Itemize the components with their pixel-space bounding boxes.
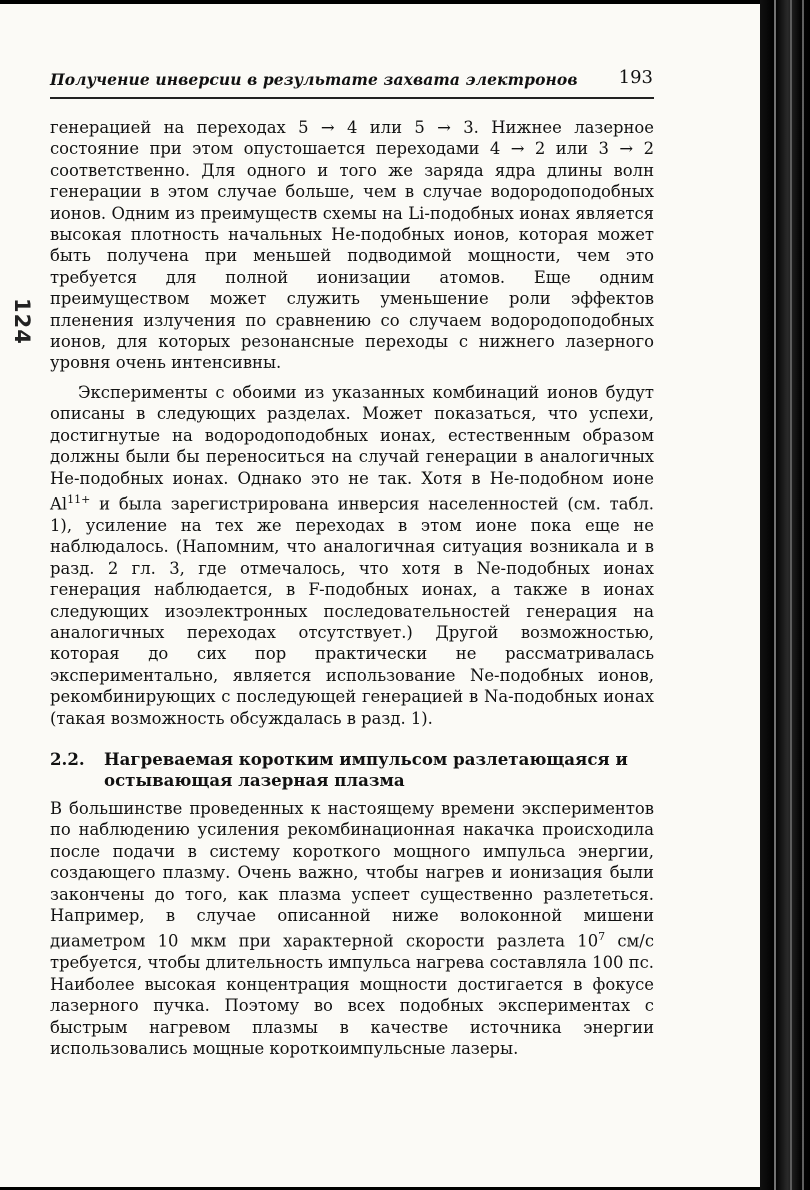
section-title: Нагреваемая коротким импульсом разлетающаяся и остывающая лазерная плазма [104,749,628,790]
exponent-superscript: 7 [598,930,606,944]
paragraph-2-text [50,382,654,729]
binding-edge-line [774,0,776,1190]
paragraph-1-text: генерацией на переходах 5 → 4 или 5 → 3. Нижнее лазерное состояние при этом опустошается переходами 4 → 2 или 3 → 2 соответственно. Для одного и того же заряда ядра длины волн генерации в этом случае больше, чем в случае водородоподобных ионов. Одним из преимуществ схемы на Li-подобных ионах является высокая плотность начальных He-подобных ионов, которая может быть получена при меньшей подводимой мощности, чем это требуется для полной ионизации атомов. Еще одним преимуществом может служить уменьшение роли эффектов пленения излучения по сравнению со случаем водородоподобных ионов, для которых резонансные переходы с нижнего лазерного уровня очень интенсивны. [50,118,654,373]
section-number: 2.2. [50,749,85,769]
running-header [50,67,653,94]
paragraph-2-part-b: и была зарегистрирована инверсия населенностей (см. табл. 1), усиление на тех же переходах в этом ионе пока еще не наблюдалось. (Напомним, что аналогичная ситуация возникала и в разд. 2 гл. 3, где отмечалось, что хотя в Ne-подобных ионах генерация наблюдается, в F-подобных ионах, а также в ионах следующих изоэлектронных последовательностей генерация на аналогичных переходах отсутствует.) Другой возможностью, которая до сих пор практически не рассматривалась экспериментально, является использование Ne-подобных ионов, рекомбинирующих с последующей генерацией в Na-подобных ионах (такая возможность обсуждалась в разд. 1). [50,494,654,728]
binding-edge-line [790,0,792,1190]
binding-edge-line [802,0,804,1190]
paragraph-2-part-a: Эксперименты с обоими из указанных комбинаций ионов будут описаны в следующих разделах. Может показаться, что успехи, достигнутые на водородоподобных ионах, естественным образом должны были бы переноситься на случай генерации в аналогичных He-подобных ионах. Однако это не так. Хотя в He-подобном ионе Al [50,383,654,514]
ion-charge-superscript: 11+ [67,493,91,507]
running-header-title: Получение инверсии в результате захвата электронов [50,70,578,89]
page-number: 193 [618,67,653,88]
paragraph-3-text [50,798,654,1059]
paragraph-2 [50,382,654,729]
paragraph-3 [50,798,654,1059]
book-binding-shadow [760,0,810,1190]
book-page [0,4,768,1187]
paragraph-1 [50,117,654,374]
handwritten-margin-note: 124 [10,298,34,345]
section-heading [50,749,654,791]
paragraph-3-part-a: В большинстве проведенных к настоящему времени экспериментов по наблюдению усиления рекомбинационная накачка происходила после подачи в систему короткого мощного импульса энергии, создающего плазму. Очень важно, чтобы нагрев и ионизация были закончены до того, как плазма успеет существенно разлететься. Например, в случае описанной ниже волоконной мишени диаметром 10 мкм при характерной скорости разлета 10 [50,799,654,951]
header-rule [50,97,654,99]
paragraph-3-part-b: см/с требуется, чтобы длительность импульса нагрева составляла 100 пс. Наиболее высокая концентрация мощности достигается в фокусе лазерного пучка. Поэтому во всех подобных экспериментах с быстрым нагревом плазмы в качестве источника энергии использовались мощные короткоимпульсные лазеры. [50,931,654,1058]
